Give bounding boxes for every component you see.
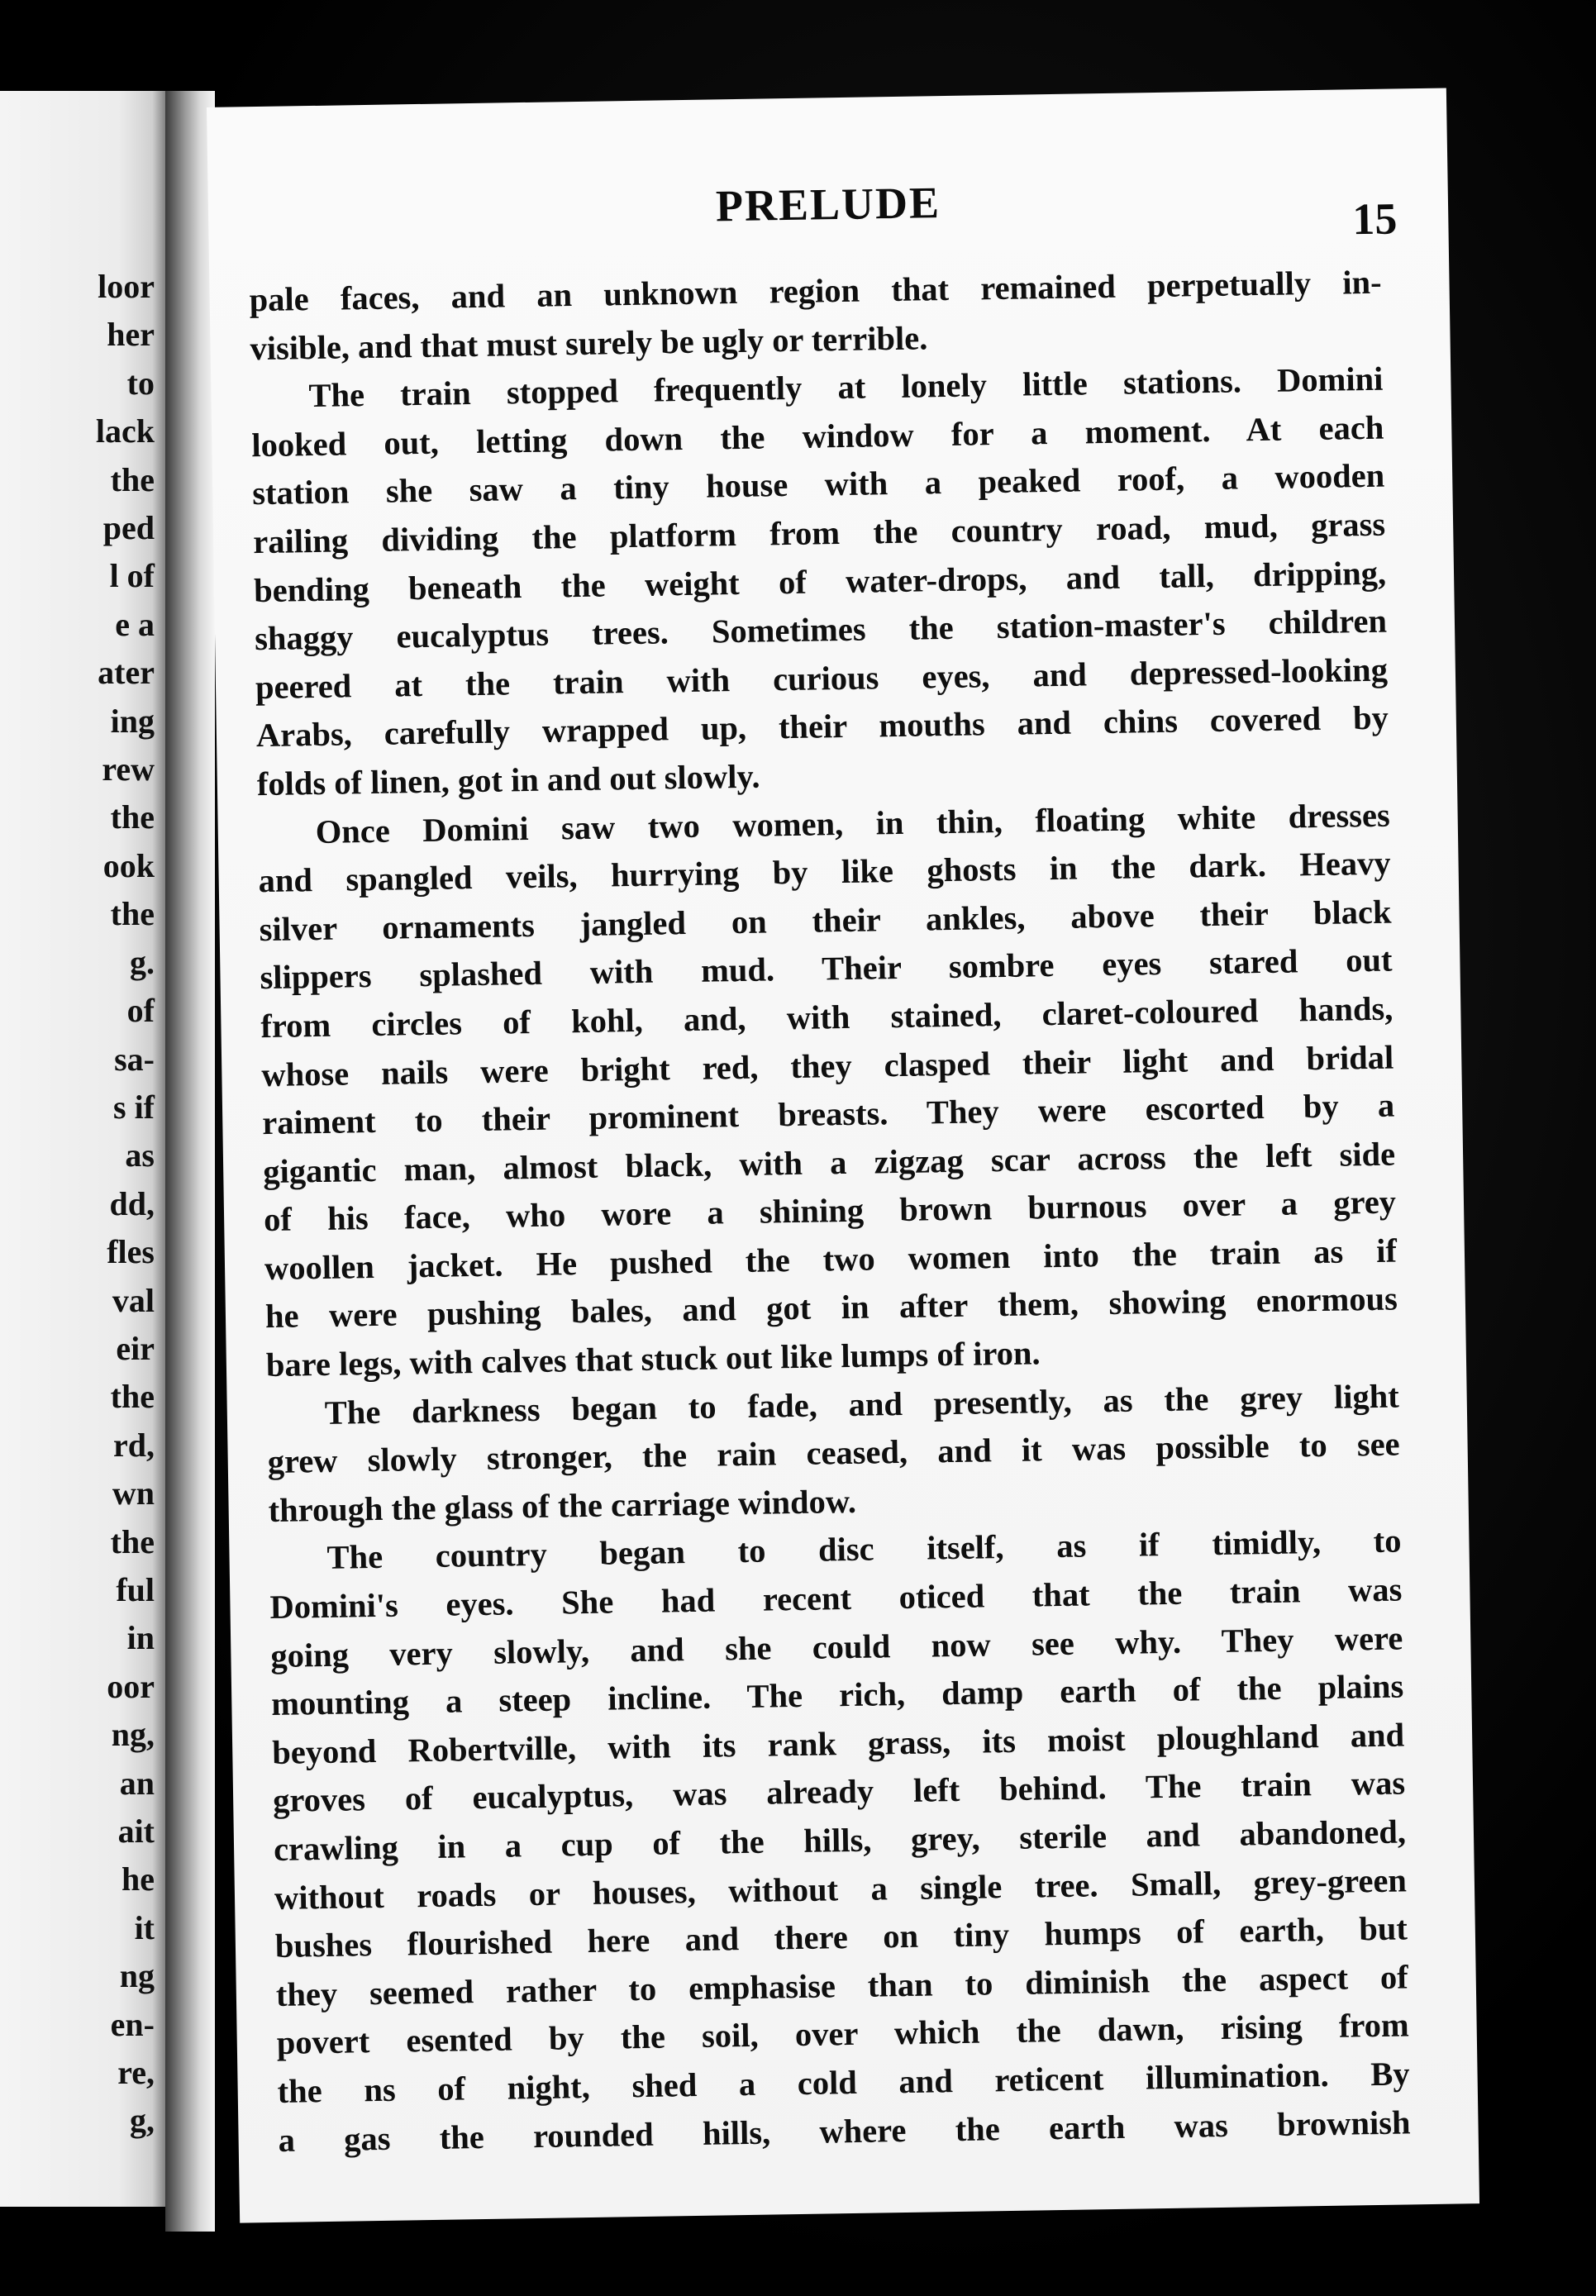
text-line: through the glass of the carriage window.	[268, 1482, 857, 1529]
left-fragment: fles	[107, 1233, 155, 1271]
left-fragment: of	[126, 992, 155, 1030]
left-fragment: in	[126, 1619, 155, 1657]
text-line: povert esented by the soil, over which the dawn, rising from	[276, 2006, 1409, 2062]
text-line: The country began to disc itself, as if timidly, to	[326, 1522, 1402, 1577]
left-fragment: ait	[117, 1813, 155, 1850]
text-line: slippers splashed with mud. Their sombre eyes stared out	[260, 941, 1393, 997]
left-fragment: to	[126, 364, 155, 402]
text-line: railing dividing the platform from the country road, mud, grass	[252, 505, 1386, 561]
text-line: Domini's eyes. She had recent oticed that the train was	[269, 1570, 1403, 1627]
running-head: PRELUDE	[715, 178, 941, 231]
left-fragment: val	[112, 1281, 155, 1319]
left-fragment: her	[107, 316, 155, 354]
left-fragment: s if	[113, 1088, 155, 1126]
book-gutter	[165, 91, 215, 2232]
text-line: Arabs, carefully wrapped up, their mouths and chins covered by	[255, 698, 1389, 755]
text-line: without roads or houses, without a single tree. Small, grey-green	[274, 1861, 1408, 1917]
text-line: station she saw a tiny house with a peaked roof, a wooden	[251, 457, 1385, 512]
text-line: bushes flourished here and there on tiny humps of earth, but	[274, 1909, 1408, 1965]
left-fragment: en-	[110, 2005, 155, 2043]
text-line: they seemed rather to emphasise than to diminish the aspect of	[275, 1958, 1409, 2013]
left-fragment: g.	[130, 943, 155, 981]
text-line: silver ornaments jangled on their ankles, above their black	[259, 893, 1392, 948]
left-fragment: ook	[102, 846, 155, 884]
right-page	[207, 88, 1479, 2222]
left-fragment: eir	[116, 1329, 155, 1367]
left-fragment: dd,	[109, 1184, 155, 1222]
left-fragment: loor	[98, 268, 155, 305]
left-fragment: it	[134, 1908, 155, 1946]
left-fragment: re,	[117, 2054, 155, 2092]
text-line: peered at the train with curious eyes, and depressed-looking	[255, 650, 1389, 706]
text-line: folds of linen, got in and out slowly.	[256, 757, 760, 803]
left-fragment: lack	[95, 412, 155, 450]
page-number: 15	[1351, 193, 1398, 245]
text-line: woollen jacket. He pushed the two women into the train as if	[264, 1231, 1398, 1287]
left-fragment: e a	[115, 605, 155, 643]
text-line: shaggy eucalyptus trees. Sometimes the station-master's children	[254, 602, 1388, 658]
text-line: visible, and that must surely be ugly or terrible.	[250, 318, 928, 367]
left-page-edge	[0, 91, 169, 2207]
left-fragment: ing	[110, 702, 155, 740]
left-fragment: the	[110, 1378, 155, 1416]
left-fragment: wn	[112, 1474, 155, 1512]
left-fragment: the	[110, 460, 155, 498]
left-fragment: ater	[98, 654, 155, 692]
left-fragment: he	[121, 1860, 155, 1898]
left-fragment: the	[110, 1522, 155, 1560]
left-fragment: an	[119, 1764, 155, 1802]
left-fragment: ped	[102, 509, 155, 547]
left-fragment: ng,	[111, 1716, 155, 1754]
left-page-fragments	[96, 263, 155, 2146]
left-fragment: rd,	[113, 1426, 155, 1464]
left-fragment: sa-	[114, 1040, 155, 1078]
body-text	[249, 259, 1411, 2165]
text-line: raiment to their prominent breasts. They were escorted by a	[261, 1086, 1395, 1142]
left-fragment: rew	[102, 750, 155, 788]
left-fragment: g,	[130, 2102, 155, 2140]
text-line: a gas the rounded hills, where the earth was brownish	[278, 2103, 1411, 2159]
text-line: crawling in a cup of the hills, grey, sterile and abandoned,	[273, 1813, 1407, 1868]
left-fragment: l of	[109, 557, 155, 595]
text-line: The train stopped frequently at lonely little stations. Domini	[308, 360, 1384, 415]
left-fragment: as	[125, 1136, 155, 1174]
text-line: looked out, letting down the window for a moment. At each	[251, 408, 1384, 464]
text-line: the ns of night, shed a cold and reticent illumination. By	[277, 2055, 1410, 2110]
text-line: and spangled veils, hurrying by like ghosts in the dark. Heavy	[258, 844, 1391, 900]
text-line: going very slowly, and she could now see why. They were	[270, 1619, 1403, 1674]
text-line: bare legs, with calves that stuck out like lumps of iron.	[265, 1334, 1041, 1384]
text-line: whose nails were bright red, they clasped their light and bridal	[261, 1038, 1394, 1093]
left-fragment: ful	[116, 1570, 155, 1608]
left-fragment: the	[110, 895, 155, 933]
text-line: mounting a steep incline. The rich, damp earth of the plains	[270, 1667, 1404, 1723]
text-line: The darkness began to fade, and presently, as the grey light	[324, 1377, 1400, 1431]
text-line: of his face, who wore a shining brown burnous over a grey	[263, 1183, 1397, 1239]
text-line: grew slowly stronger, the rain ceased, and it was possible to see	[267, 1425, 1400, 1481]
left-fragment: the	[110, 798, 155, 836]
text-line: bending beneath the weight of water-drops, and tall, dripping,	[253, 554, 1387, 609]
text-line: Once Domini saw two women, in thin, floating white dresses	[315, 796, 1390, 850]
text-line: pale faces, and an unknown region that remained perpetually in-	[249, 263, 1382, 319]
text-line: he were pushing bales, and got in after them, showing enormous	[264, 1280, 1398, 1336]
left-fragment: oor	[107, 1667, 155, 1705]
text-line: gigantic man, almost black, with a zigzag scar across the left side	[262, 1135, 1396, 1190]
left-fragment: ng	[119, 1957, 155, 1995]
text-line: groves of eucalyptus, was already left behind. The train was	[272, 1764, 1406, 1820]
text-line: from circles of kohl, and, with stained, claret-coloured hands,	[260, 989, 1394, 1046]
text-line: beyond Robertville, with its rank grass, its moist ploughland and	[271, 1716, 1405, 1771]
